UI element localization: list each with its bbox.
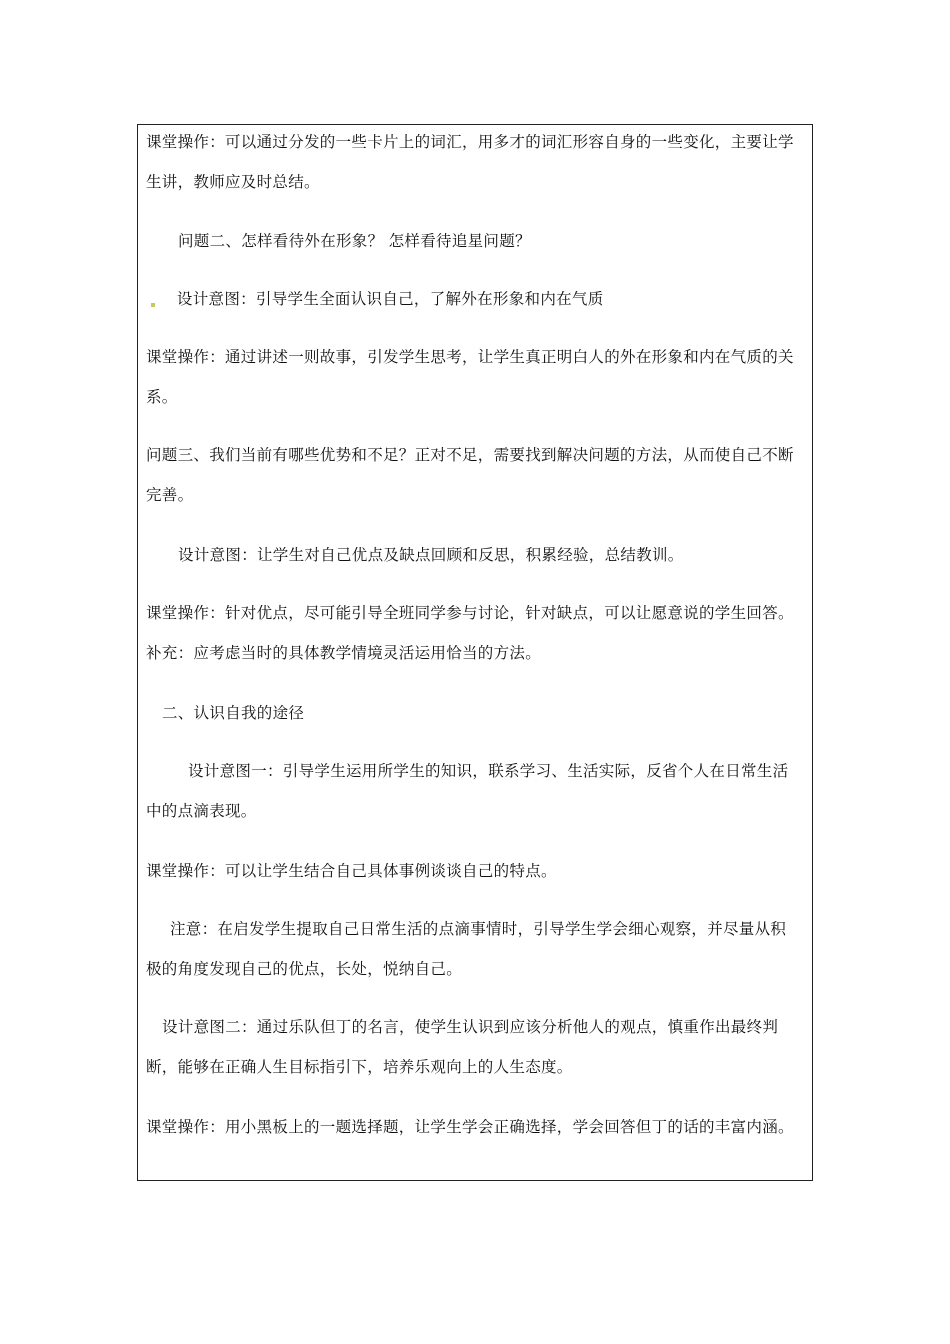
paragraph-section-two-heading: 二、认识自我的途径	[162, 704, 305, 722]
paragraph-classroom-operation-4: 课堂操作：可以让学生结合自己具体事例谈谈自己的特点。	[146, 862, 557, 880]
paragraph-note: 注意：在启发学生提取自己日常生活的点滴事情时，引导学生学会细心观察，并尽量从积极的角度发现自己的优点，长处，悦纳自己。	[146, 920, 787, 978]
paragraph-classroom-operation-5: 课堂操作：用小黑板上的一题选择题，让学生学会正确选择，学会回答但丁的话的丰富内涵。	[146, 1118, 794, 1136]
paragraph-design-intent-1	[146, 279, 800, 319]
paragraph-design-intent-1-text: 设计意图：引导学生全面认识自己，了解外在形象和内在气质	[176, 290, 604, 308]
paragraph-question-three: 问题三、我们当前有哪些优势和不足？正对不足，需要找到解决问题的方法，从而使自己不断完善。	[146, 446, 794, 504]
paragraph-classroom-operation-1: 课堂操作：可以通过分发的一些卡片上的词汇，用多才的词汇形容自身的一些变化，主要让学生讲，教师应及时总结。	[146, 133, 794, 191]
paragraph-design-intent-one: 设计意图一：引导学生运用所学生的知识，联系学习、生活实际，反省个人在日常生活中的点滴表现。	[146, 762, 789, 820]
marker-dot	[151, 303, 155, 307]
paragraph-question-two: 问题二、怎样看待外在形象？ 怎样看待追星问题？	[178, 232, 531, 250]
paragraph-classroom-operation-3: 课堂操作：针对优点，尽可能引导全班同学参与讨论，针对缺点，可以让愿意说的学生回答。补充：应考虑当时的具体教学情境灵活运用恰当的方法。	[146, 604, 794, 662]
paragraph-design-intent-2: 设计意图：让学生对自己优点及缺点回顾和反思，积累经验，总结教训。	[178, 546, 684, 564]
paragraph-classroom-operation-2: 课堂操作：通过讲述一则故事，引发学生思考，让学生真正明白人的外在形象和内在气质的关系。	[146, 348, 794, 406]
content-table-cell	[137, 124, 813, 1181]
paragraph-design-intent-two: 设计意图二：通过乐队但丁的名言，使学生认识到应该分析他人的观点，慎重作出最终判断，能够在正确人生目标指引下，培养乐观向上的人生态度。	[146, 1018, 779, 1076]
